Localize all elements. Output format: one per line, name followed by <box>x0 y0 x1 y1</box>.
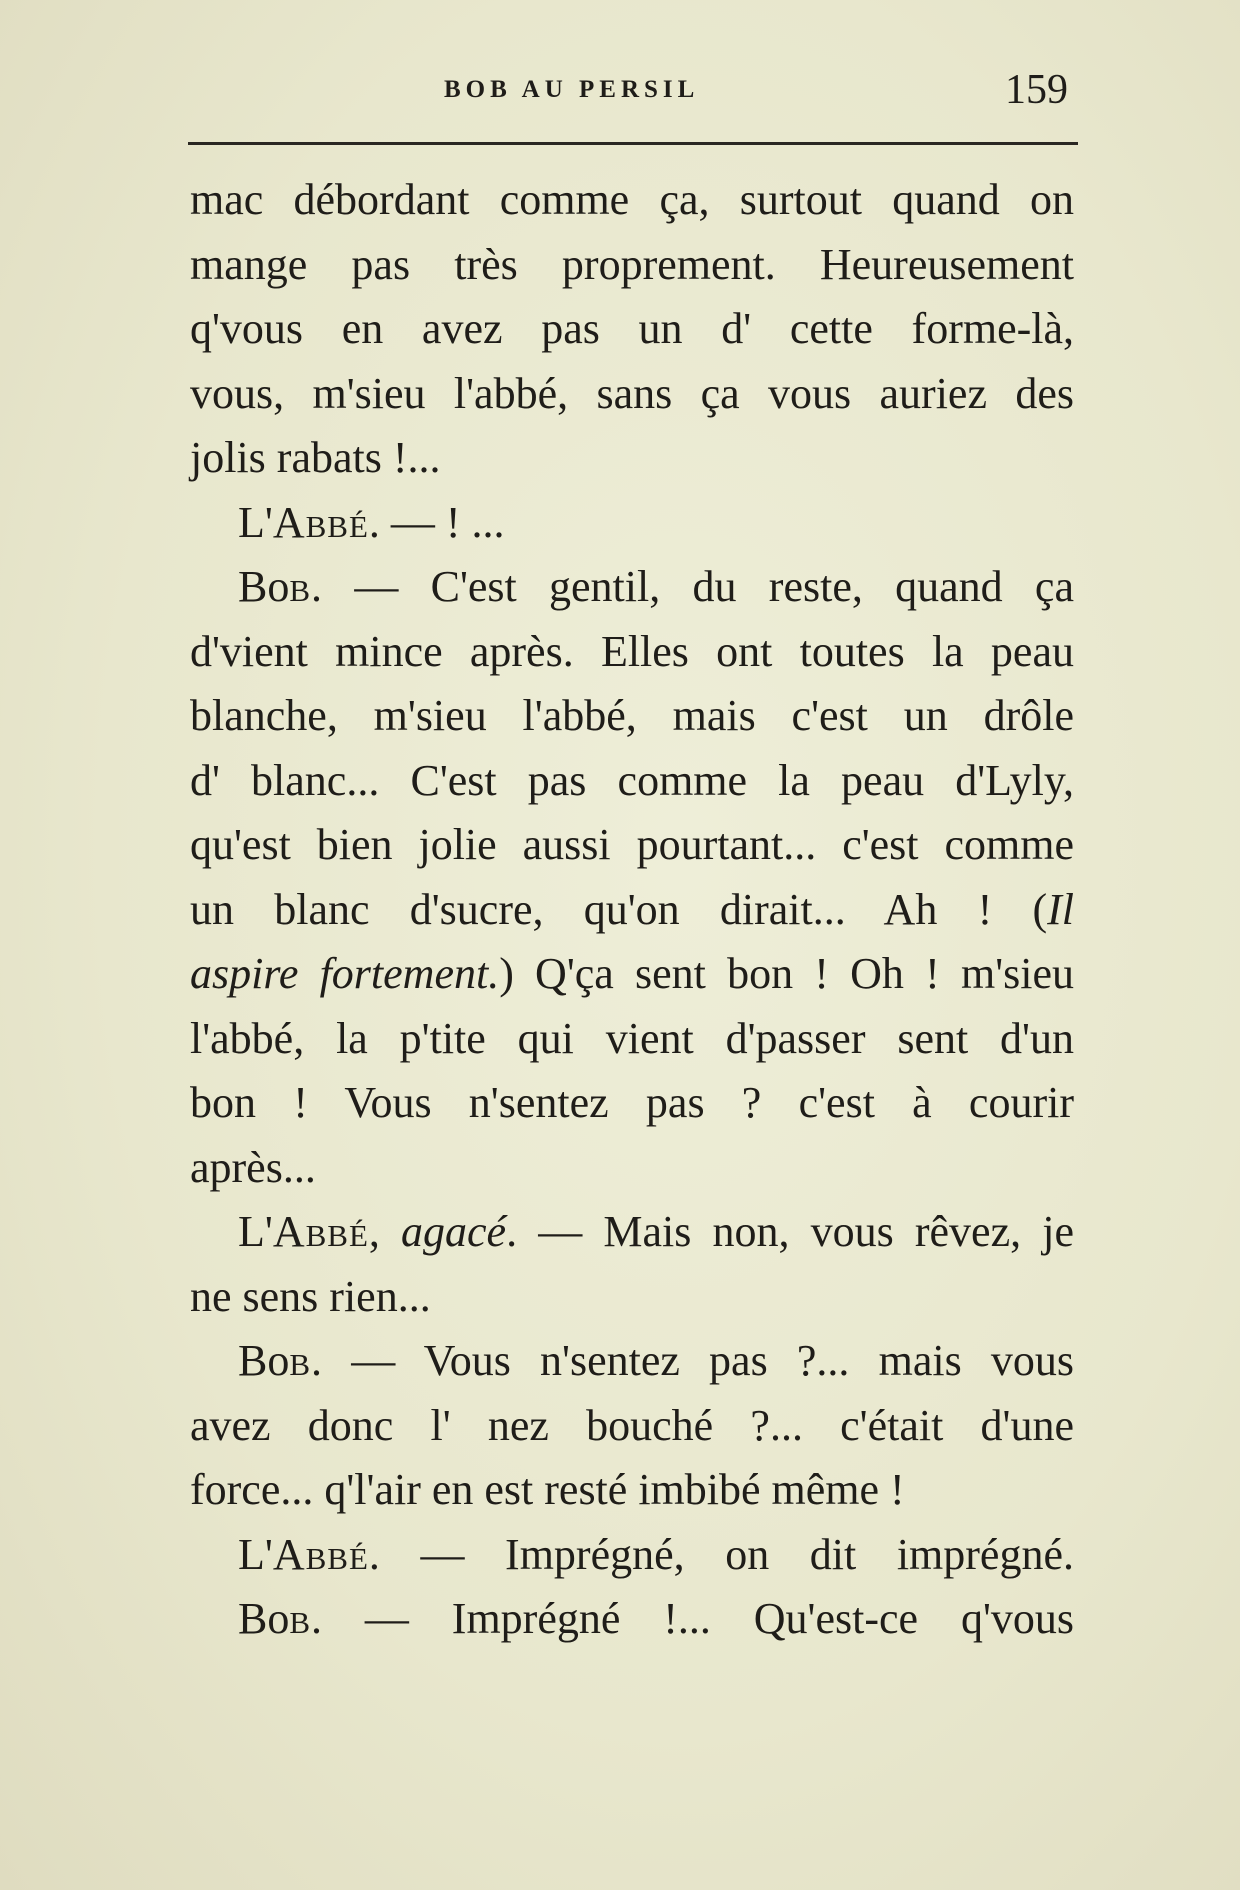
text-run: Bo <box>238 1336 290 1385</box>
text-run: d' blanc... C'est pas comme la peau d'Lyly, <box>190 755 1074 805</box>
text-run: . — Vous n'sentez pas ?... mais vous <box>311 1336 1074 1385</box>
text-line <box>190 813 1074 878</box>
text-line <box>190 168 1074 233</box>
text-line <box>190 1200 1074 1265</box>
text-run: bon ! Vous n'sentez pas ? c'est à courir <box>190 1078 1074 1127</box>
text-line <box>190 1458 1074 1523</box>
text-line <box>190 620 1074 685</box>
speaker-name: b <box>289 1336 312 1385</box>
text-line <box>190 555 1074 620</box>
text-run: L' <box>238 1529 273 1579</box>
text-line <box>190 491 1074 556</box>
text-run: Bo <box>238 1594 290 1643</box>
text-run: jolis rabats !... <box>190 433 441 482</box>
text-line <box>190 426 1074 491</box>
text-run: ) Q'ça sent bon ! Oh ! m'sieu <box>499 949 1074 998</box>
text-run: , <box>368 1207 402 1256</box>
text-line <box>190 1265 1074 1330</box>
text-run: . — ! ... <box>368 497 505 547</box>
text-line <box>190 297 1074 362</box>
text-line <box>190 1329 1074 1394</box>
text-run: Bo <box>238 562 290 611</box>
text-run: avez donc l' nez bouché ?... c'était d'une <box>190 1400 1074 1450</box>
text-run: . — Mais non, vous rêvez, je <box>506 1207 1075 1256</box>
text-line <box>190 1587 1074 1652</box>
text-run: q'vous en avez pas un d' cette forme-là, <box>190 304 1074 353</box>
page-number: 159 <box>1005 67 1068 113</box>
text-run: blanche, m'sieu l'abbé, mais c'est un drôle <box>190 691 1074 740</box>
speaker-name: b <box>289 1594 312 1643</box>
text-line <box>190 1136 1074 1201</box>
text-run: . — Imprégné, on dit imprégné. <box>368 1529 1074 1579</box>
text-line <box>190 1523 1074 1588</box>
speaker-name: Abbé <box>272 497 369 547</box>
text-line <box>190 362 1074 427</box>
text-line <box>190 1071 1074 1136</box>
text-line <box>190 684 1074 749</box>
stage-direction: Il <box>1047 884 1074 934</box>
text-run: ne sens rien... <box>190 1271 431 1321</box>
text-run: l'abbé, la p'tite qui vient d'passer sent d'un <box>190 1013 1074 1063</box>
text-run: . — C'est gentil, du reste, quand ça <box>311 562 1074 611</box>
text-run: un blanc d'sucre, qu'on dirait... Ah ! ( <box>190 884 1048 934</box>
stage-direction: agacé <box>401 1207 507 1256</box>
body-text <box>190 168 1074 1652</box>
page-header <box>188 67 1078 120</box>
speaker-name: b <box>289 562 312 611</box>
text-run: mac débordant comme ça, surtout quand on <box>190 175 1074 224</box>
text-line <box>190 1007 1074 1072</box>
text-run: L' <box>238 1207 273 1256</box>
text-run: L' <box>238 497 273 547</box>
text-line <box>190 749 1074 814</box>
header-rule <box>188 142 1078 145</box>
text-line <box>190 942 1074 1007</box>
text-run: force... q'l'air en est resté imbibé même ! <box>190 1465 905 1514</box>
stage-direction: aspire fortement. <box>190 949 500 998</box>
speaker-name: Abbé <box>272 1207 369 1256</box>
text-run: qu'est bien jolie aussi pourtant... c'est comme <box>190 820 1074 869</box>
speaker-name: Abbé <box>272 1529 369 1579</box>
text-run: vous, m'sieu l'abbé, sans ça vous auriez des <box>190 368 1074 418</box>
running-title: BOB AU PERSIL <box>444 76 700 103</box>
text-run: d'vient mince après. Elles ont toutes la peau <box>190 626 1074 676</box>
text-line <box>190 1394 1074 1459</box>
text-run: mange pas très proprement. Heureusement <box>190 239 1074 289</box>
text-run: . — Imprégné !... Qu'est-ce q'vous <box>311 1594 1074 1643</box>
text-run: après... <box>190 1142 316 1192</box>
text-line <box>190 233 1074 298</box>
text-line <box>190 878 1074 943</box>
